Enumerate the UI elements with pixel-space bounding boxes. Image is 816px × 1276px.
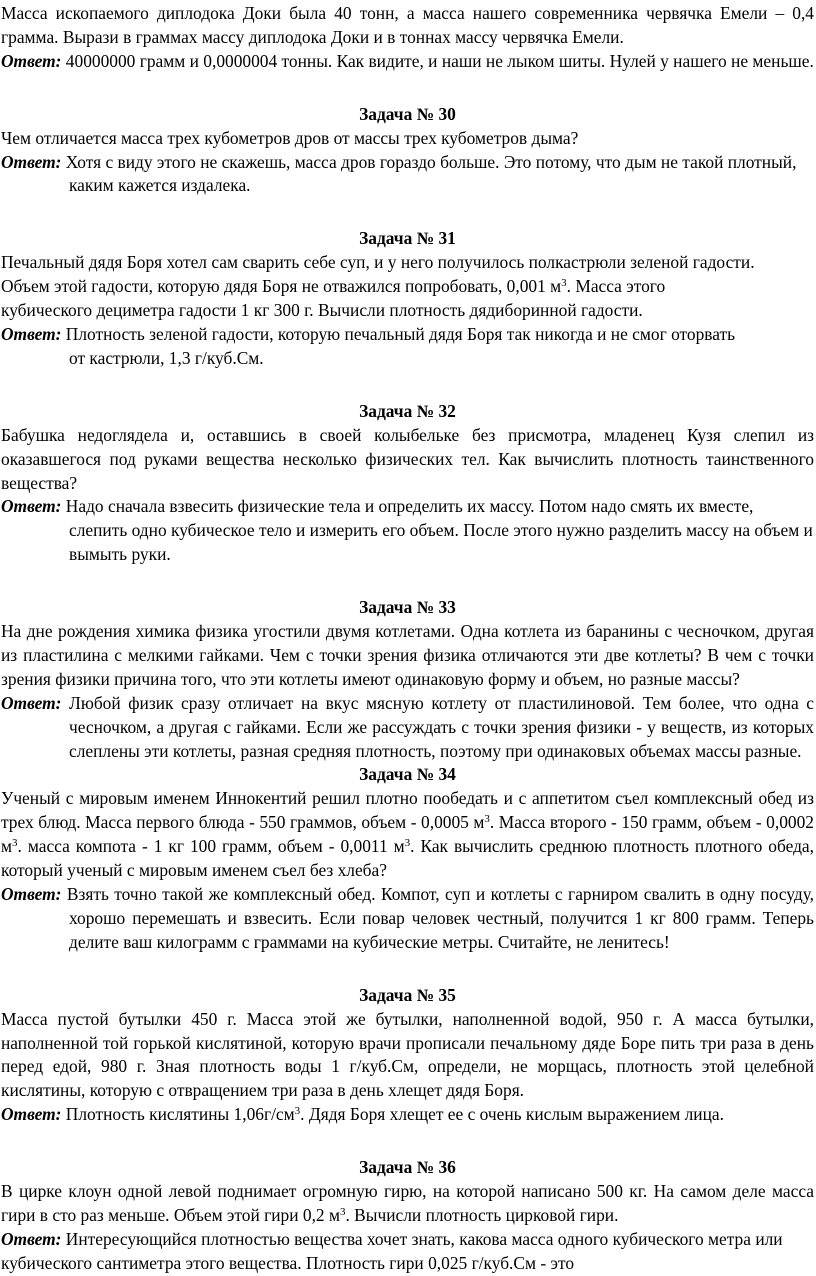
task-33-question: На дне рождения химика физика угостили двумя котлетами. Одна котлета из баранины с чесночком, другая из пластилина с мелкими гайками. Чем с точки зрения физика отличаются эти две котлеты? В чем с точки зрения физики причина того, что эти котлеты имеют одинаковую форму и объем, но разные массы? <box>1 621 814 689</box>
answer-text: Плотность кислятины 1,06г/см <box>61 1104 295 1125</box>
task-33-answer <box>1 692 814 764</box>
task-30-title: Задача № 30 <box>359 103 456 124</box>
task-33-title: Задача № 33 <box>359 597 456 618</box>
question-text: . Как вычислить среднюю плотность плотного обеда, который ученый с мировым именем съел без хлеба? <box>1 836 814 881</box>
answer-text: Хотя с виду этого не скажешь, масса дров гораздо больше. Это потому, что дым не такой плотный, каким кажется издалека. <box>61 151 797 196</box>
answer-label: Ответ: <box>1 496 62 517</box>
superscript: 3 <box>404 837 411 850</box>
task-32-title: Задача № 32 <box>359 400 456 421</box>
task-30-question: Чем отличается масса трех кубометров дров от массы трех кубометров дыма? <box>1 127 579 148</box>
question-text: Объем этой гадости, которую дядя Боря не отважился попробовать, 0,001 м <box>1 276 562 297</box>
task-36-title: Задача № 36 <box>359 1157 456 1178</box>
answer-label: Ответ: <box>1 884 62 904</box>
question-text: . Масса этого <box>566 276 666 297</box>
task-35-title: Задача № 35 <box>359 984 456 1005</box>
intro-question-line-2: грамма. Вырази в граммах массу диплодока Доки и в тоннах массу червячка Емели. <box>1 26 624 47</box>
answer-text: Интересующийся плотностью вещества хочет знать, какова масса одного кубического метра или кубического сантиметра этого вещества. Плотность гири 0,025 г/куб.См - это <box>1 1228 783 1273</box>
document-page <box>1 2 814 1276</box>
intro-question-line-1: Масса ископаемого диплодока Доки была 40 тонн, а масса нашего современника червячка Емели – 0,4 <box>1 3 814 23</box>
task-36-answer <box>1 1228 814 1276</box>
answer-label: Ответ: <box>1 692 62 713</box>
answer-label: Ответ: <box>1 151 62 172</box>
task-34-title: Задача № 34 <box>359 764 456 785</box>
answer-label: Ответ: <box>1 50 62 71</box>
task-31-title: Задача № 31 <box>359 228 456 249</box>
task-32-question: Бабушка недоглядела и, оставшись в своей колыбельке без присмотра, младенец Кузя слепил из оказавшегося под руками вещества несколько физических тел. Как вычислить плотность таинственного вещества? <box>1 424 814 493</box>
answer-text: . Дядя Боря хлещет ее с очень кислым выражением лица. <box>300 1104 724 1125</box>
superscript: 3 <box>339 1205 346 1218</box>
answer-label: Ответ: <box>1 1228 62 1249</box>
task-31-question-line-2 <box>1 275 814 299</box>
task-30-answer <box>1 151 814 199</box>
task-32-answer <box>1 495 814 567</box>
question-text: . Вычисли плотность цирковой гири. <box>345 1204 619 1225</box>
intro-answer <box>1 50 814 74</box>
answer-text: 40000000 грамм и 0,0000004 тонны. Как видите, и наши не лыком шиты. Нулей у нашего не меньше. <box>61 50 814 71</box>
superscript: 3 <box>294 1105 301 1118</box>
answer-label: Ответ: <box>1 323 62 344</box>
task-35-answer <box>1 1103 814 1127</box>
question-text: . Масса второго - 150 грамм, объем - 0,0002 м <box>1 812 814 857</box>
answer-label: Ответ: <box>1 1104 62 1125</box>
task-34-question <box>1 787 814 883</box>
superscript: 3 <box>484 813 490 826</box>
task-36-question <box>1 1180 814 1228</box>
answer-text: Плотность зеленой гадости, которую печальный дядя Боря так никогда и не смог оторвать <box>61 323 736 344</box>
task-31-answer-line-2: от кастрюли, 1,3 г/куб.См. <box>69 347 264 368</box>
task-31-question-line-1: Печальный дядя Боря хотел сам сварить себе суп, и у него получилось полкастрюли зеленой гадости. <box>1 252 755 273</box>
task-35-question: Масса пустой бутылки 450 г. Масса этой же бутылки, наполненной водой, 950 г. А масса бутылки, наполненной той горькой кислятиной, которую врачи прописали печальному дяде Боре пить три раза в день перед едой, 980 г. Зная плотность воды 1 г/куб.См, определи, не морщась, плотность этой целебной кислятины, которую с отвращением три раза в день хлещет дядя Боря. <box>1 1008 814 1101</box>
question-text: Ученый с мировым именем Иннокентий решил плотно пообедать и с аппетитом съел комплексный обед из трех блюд. Масса первого блюда - 550 граммов, объем - 0,0005 м <box>1 788 814 833</box>
question-text: . масса компота - 1 кг 100 грамм, объем - 0,0011 м <box>17 836 405 857</box>
answer-text: Надо сначала взвесить физические тела и определить их массу. Потом надо смять их вместе, слепить одно кубическое тело и измерить его объем. После этого нужно разделить массу на объем и вымыть руки. <box>61 496 813 565</box>
task-34-answer <box>1 883 814 955</box>
superscript: 3 <box>12 837 18 850</box>
task-31-answer-line-1 <box>1 323 814 347</box>
answer-text: Взять точно такой же комплексный обед. Компот, суп и котлеты с гарниром свалить в одну посуду, хорошо перемешать и взвесить. Если повар человек честный, получится 1 кг 800 грамм. Теперь делите ваш килограмм с граммами на кубические метры. Считайте, не ленитесь! <box>61 884 814 952</box>
question-text: В цирке клоун одной левой поднимает огромную гирю, на которой написано 500 кг. На самом деле масса гири в сто раз меньше. Объем этой гири 0,2 м <box>1 1181 814 1225</box>
superscript: 3 <box>561 277 567 290</box>
answer-text: Любой физик сразу отличает на вкус мясную котлету от пластилиновой. Тем более, что одна с чесночком, а другая с гайками. Если же рассуждать с точки зрения физики - у веществ, из которых слеплены эти котлеты, разная средняя плотность, поэтому при одинаковых объемах массы разные. <box>61 692 814 761</box>
task-31-question-line-3: кубического дециметра гадости 1 кг 300 г. Вычисли плотность дядиборинной гадости. <box>1 300 643 321</box>
